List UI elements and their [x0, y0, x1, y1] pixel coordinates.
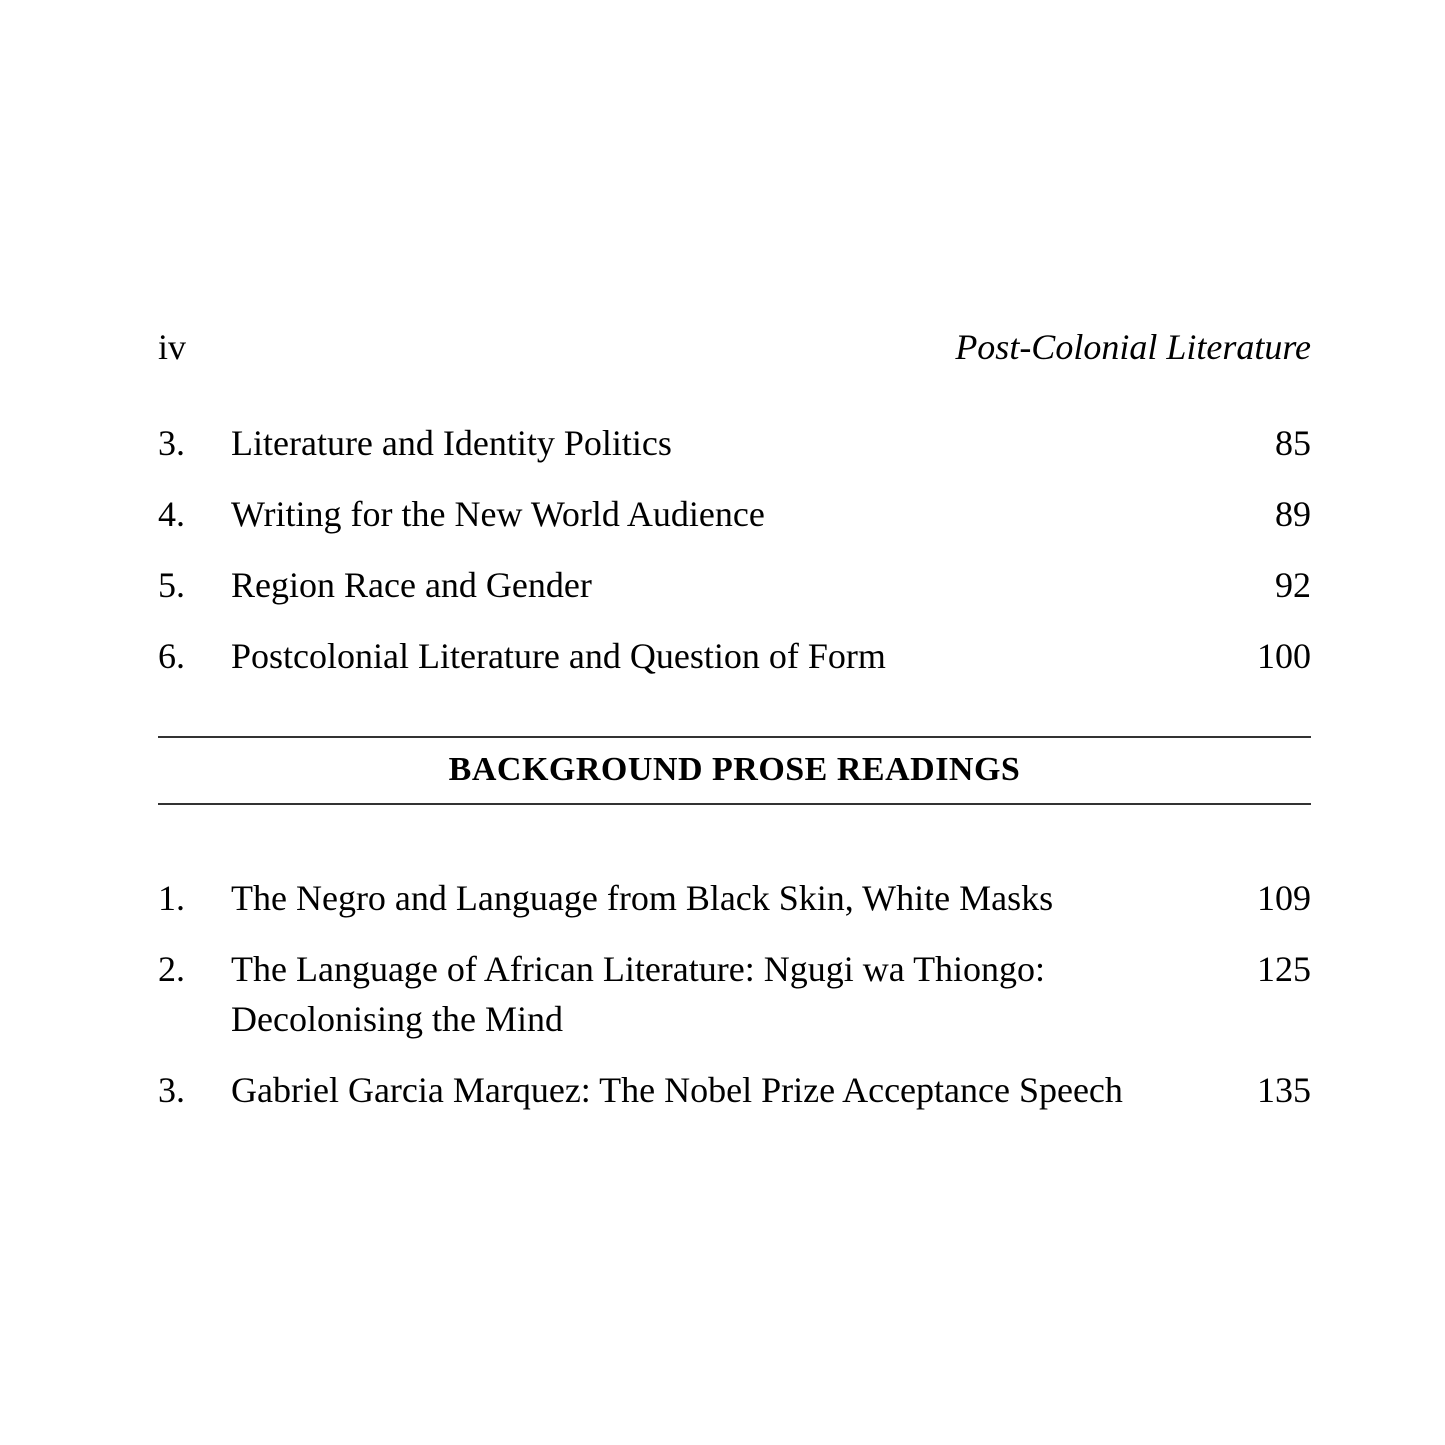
prose-readings-list	[158, 873, 1311, 1136]
entry-title: Writing for the New World Audience	[231, 494, 765, 534]
section-heading: BACKGROUND PROSE READINGS	[448, 751, 1021, 788]
toc-entry	[158, 560, 1311, 610]
page-folio: iv	[158, 327, 187, 367]
toc-entry	[158, 631, 1311, 681]
toc-entry	[158, 489, 1311, 539]
entry-number: 4.	[158, 494, 185, 534]
entry-page-number: 100	[1257, 636, 1311, 676]
entry-number: 3.	[158, 1070, 185, 1110]
book-page	[158, 0, 1311, 1445]
section-bottom-rule	[158, 803, 1311, 805]
entry-title: The Language of African Literature: Ngugi wa Thiongo: Decolonising the Mind	[231, 949, 1046, 1039]
toc-entry	[158, 1065, 1311, 1115]
running-header	[158, 322, 1311, 372]
entry-number: 3.	[158, 423, 185, 463]
entry-number: 6.	[158, 636, 185, 676]
entry-title: Postcolonial Literature and Question of Form	[231, 636, 886, 676]
entry-page-number: 135	[1257, 1070, 1311, 1110]
entry-page-number: 92	[1275, 565, 1311, 605]
entry-page-number: 109	[1257, 878, 1311, 918]
toc-entry	[158, 944, 1311, 1044]
book-title: Post-Colonial Literature	[955, 327, 1311, 367]
entry-page-number: 125	[1257, 949, 1311, 989]
entry-title: The Negro and Language from Black Skin, White Masks	[231, 878, 1054, 918]
entry-page-number: 89	[1275, 494, 1311, 534]
entry-number: 5.	[158, 565, 185, 605]
contents-list	[158, 418, 1311, 702]
entry-title: Literature and Identity Politics	[231, 423, 672, 463]
entry-title: Region Race and Gender	[231, 565, 592, 605]
toc-entry	[158, 873, 1311, 923]
entry-page-number: 85	[1275, 423, 1311, 463]
section-top-rule	[158, 736, 1311, 738]
entry-title: Gabriel Garcia Marquez: The Nobel Prize Acceptance Speech	[231, 1070, 1123, 1110]
entry-number: 1.	[158, 878, 185, 918]
entry-number: 2.	[158, 949, 185, 989]
toc-entry	[158, 418, 1311, 468]
